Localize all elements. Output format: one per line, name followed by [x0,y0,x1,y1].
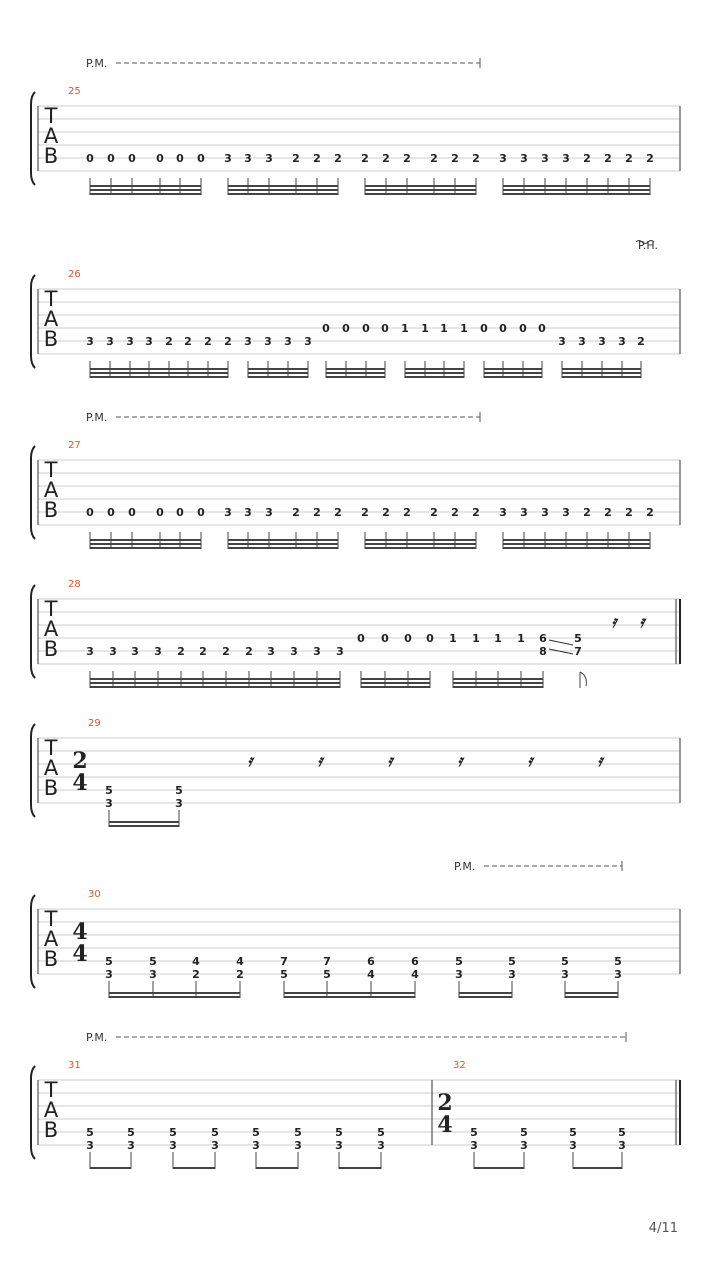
fret-number: 2 [625,152,633,165]
slide-line [549,640,573,645]
system-bracket [31,92,35,185]
fret-number: 3 [558,335,566,348]
fret-number: 2 [292,152,300,165]
note-beam [503,193,650,195]
system-bracket [31,724,35,817]
fret-number: 3 [154,645,162,658]
fret-number: 3 [105,797,113,810]
fret-number: 0 [176,506,184,519]
note-beam [365,185,476,187]
fret-number: 5 [149,955,157,968]
fret-number: 2 [334,506,342,519]
note-beam [256,1167,298,1169]
fret-number: 3 [614,968,622,981]
system-bracket [31,275,35,368]
fret-number: 3 [284,335,292,348]
sixteenth-rest: 𝄿 [611,612,617,631]
fret-number: 3 [265,506,273,519]
fret-number: 5 [470,1126,478,1139]
fret-number: 3 [149,968,157,981]
fret-number: 2 [292,506,300,519]
note-beam [109,821,179,823]
fret-number: 0 [156,152,164,165]
fret-number: 3 [294,1139,302,1152]
note-beam [326,372,385,374]
fret-number: 2 [222,645,230,658]
fret-number: 0 [197,506,205,519]
fret-number: 0 [197,152,205,165]
note-beam [284,996,415,998]
fret-number: 1 [472,632,480,645]
fret-number: 3 [470,1139,478,1152]
fret-number: 2 [236,968,244,981]
fret-number: 1 [401,322,409,335]
fret-number: 0 [362,322,370,335]
fret-number: 3 [562,152,570,165]
measure-number: 25 [68,86,81,97]
note-beam [503,185,650,187]
fret-number: 4 [192,955,200,968]
fret-number: 2 [451,506,459,519]
measure-number: 28 [68,579,81,590]
fret-number: 1 [460,322,468,335]
fret-number: 5 [520,1126,528,1139]
palm-mute-label: P.M. [86,411,108,424]
fret-number: 2 [646,506,654,519]
note-beam [90,189,201,191]
note-beam [90,678,340,680]
fret-number: 5 [618,1126,626,1139]
note-beam [365,547,476,549]
fret-number: 3 [106,335,114,348]
fret-number: 5 [614,955,622,968]
fret-number: 0 [426,632,434,645]
note-beam [361,678,430,680]
fret-number: 0 [107,152,115,165]
tab-clef-letter: A [43,124,59,148]
fret-number: 3 [508,968,516,981]
fret-number: 3 [265,152,273,165]
fret-number: 2 [199,645,207,658]
fret-number: 5 [569,1126,577,1139]
fret-number: 3 [455,968,463,981]
note-beam [484,368,542,370]
measure-number: 26 [68,269,81,280]
fret-number: 3 [86,335,94,348]
tab-clef-letter: T [44,736,58,760]
note-beam [339,1167,381,1169]
fret-number: 2 [604,152,612,165]
note-beam [228,547,338,549]
tab-clef-letter: A [43,756,59,780]
fret-number: 2 [192,968,200,981]
note-beam [459,992,512,994]
fret-number: 3 [169,1139,177,1152]
fret-number: 2 [583,152,591,165]
tab-clef-letter: B [43,947,59,971]
fret-number: 3 [336,645,344,658]
fret-number: 3 [145,335,153,348]
note-beam [90,1167,131,1169]
fret-number: 3 [520,506,528,519]
fret-number: 5 [86,1126,94,1139]
note-beam [405,376,464,378]
system-bracket [31,895,35,988]
fret-number: 2 [646,152,654,165]
fret-number: 3 [499,506,507,519]
fret-number: 5 [508,955,516,968]
fret-number: 5 [455,955,463,968]
fret-number: 3 [520,152,528,165]
fret-number: 3 [561,968,569,981]
fret-number: 3 [267,645,275,658]
note-beam [484,376,542,378]
fret-number: 3 [127,1139,135,1152]
fret-number: 0 [404,632,412,645]
sixteenth-rest: 𝄿 [457,751,463,770]
tab-clef-letter: T [44,287,58,311]
fret-number: 3 [618,335,626,348]
fret-number: 3 [86,1139,94,1152]
sixteenth-rest: 𝄿 [317,751,323,770]
note-beam [503,543,650,545]
fret-number: 4 [236,955,244,968]
fret-number: 6 [411,955,419,968]
fret-number: 2 [165,335,173,348]
fret-number: 3 [244,152,252,165]
fret-number: 0 [322,322,330,335]
fret-number: 2 [361,506,369,519]
fret-number: 5 [377,1126,385,1139]
time-signature-bottom: 4 [72,770,88,796]
sixteenth-rest: 𝄿 [639,612,645,631]
note-beam [503,189,650,191]
tab-clef-letter: B [43,776,59,800]
fret-number: 2 [224,335,232,348]
note-beam [365,539,476,541]
note-beam [326,368,385,370]
fret-number: 5 [105,955,113,968]
system-bracket [31,1066,35,1159]
fret-number: 3 [618,1139,626,1152]
fret-number: 3 [578,335,586,348]
note-beam [284,992,415,994]
fret-number: 3 [569,1139,577,1152]
fret-number: 3 [304,335,312,348]
tab-clef-letter: T [44,597,58,621]
fret-number: 3 [109,645,117,658]
note-beam [565,992,618,994]
time-signature-top: 2 [72,748,88,774]
fret-number: 3 [211,1139,219,1152]
sixteenth-rest: 𝄿 [247,751,253,770]
fret-number: 2 [184,335,192,348]
fret-number: 7 [280,955,288,968]
tab-clef-letter: A [43,927,59,951]
fret-number: 2 [204,335,212,348]
fret-number: 5 [127,1126,135,1139]
note-beam [453,686,543,688]
fret-number: 0 [381,322,389,335]
fret-number: 0 [499,322,507,335]
note-beam [90,543,201,545]
fret-number: 5 [211,1126,219,1139]
fret-number: 2 [604,506,612,519]
note-beam [453,678,543,680]
note-beam [109,996,240,998]
fret-number: 1 [440,322,448,335]
time-signature-top: 4 [72,919,88,945]
palm-mute-label: P.M. [86,57,108,70]
fret-number: 0 [107,506,115,519]
fret-number: 0 [86,152,94,165]
palm-mute-label: P.M. [86,1031,108,1044]
note-beam [228,189,338,191]
sixteenth-rest: 𝄿 [527,751,533,770]
note-beam [228,185,338,187]
note-beam [405,368,464,370]
fret-number: 7 [323,955,331,968]
note-beam [361,686,430,688]
note-beam [90,539,201,541]
fret-number: 3 [224,152,232,165]
note-beam [503,547,650,549]
note-beam [474,1167,524,1169]
sixteenth-rest: 𝄿 [597,751,603,770]
fret-number: 5 [574,632,582,645]
fret-number: 2 [583,506,591,519]
fret-number: 0 [176,152,184,165]
system-bracket [31,446,35,539]
note-beam [459,996,512,998]
fret-number: 2 [451,152,459,165]
note-beam [365,189,476,191]
fret-number: 3 [86,645,94,658]
note-beam [365,193,476,195]
fret-number: 2 [625,506,633,519]
fret-number: 3 [313,645,321,658]
fret-number: 0 [381,632,389,645]
fret-number: 3 [126,335,134,348]
fret-number: 2 [403,152,411,165]
fret-number: 0 [128,152,136,165]
measure-number: 27 [68,440,81,451]
note-beam [228,539,338,541]
fret-number: 2 [313,152,321,165]
measure-number: 29 [88,718,101,729]
note-beam [173,1167,215,1169]
fret-number: 2 [637,335,645,348]
sixteenth-rest: 𝄿 [387,751,393,770]
note-beam [562,376,641,378]
time-signature-top: 2 [437,1090,453,1116]
fret-number: 2 [430,152,438,165]
note-beam [90,686,340,688]
fret-number: 2 [245,645,253,658]
tab-clef-letter: A [43,307,59,331]
time-signature-bottom: 4 [437,1112,453,1138]
tab-clef-letter: B [43,327,59,351]
fret-number: 6 [367,955,375,968]
fret-number: 4 [411,968,419,981]
fret-number: 2 [430,506,438,519]
fret-number: 4 [367,968,375,981]
note-beam [90,682,340,684]
fret-number: 5 [169,1126,177,1139]
note-beam [503,539,650,541]
note-beam [248,376,308,378]
measure-number: 31 [68,1060,81,1071]
note-beam [365,543,476,545]
fret-number: 0 [128,506,136,519]
fret-number: 3 [598,335,606,348]
note-beam [90,372,228,374]
fret-number: 2 [472,152,480,165]
note-beam [248,368,308,370]
note-beam [453,682,543,684]
note-beam [562,368,641,370]
fret-number: 3 [131,645,139,658]
tab-clef-letter: B [43,637,59,661]
fret-number: 0 [538,322,546,335]
measure-number: 32 [453,1060,466,1071]
fret-number: 2 [177,645,185,658]
fret-number: 3 [224,506,232,519]
fret-number: 0 [519,322,527,335]
fret-number: 1 [494,632,502,645]
fret-number: 3 [290,645,298,658]
fret-number: 2 [403,506,411,519]
palm-mute-label: P.M. [454,860,476,873]
fret-number: 0 [480,322,488,335]
fret-number: 3 [335,1139,343,1152]
tab-clef-letter: A [43,617,59,641]
fret-number: 0 [357,632,365,645]
fret-number: 3 [105,968,113,981]
fret-number: 1 [449,632,457,645]
note-beam [326,376,385,378]
note-beam [90,185,201,187]
note-beam [361,682,430,684]
fret-number: 3 [252,1139,260,1152]
time-signature-bottom: 4 [72,941,88,967]
note-beam [562,372,641,374]
fret-number: 2 [313,506,321,519]
tab-clef-letter: T [44,1078,58,1102]
fret-number: 5 [175,784,183,797]
tab-clef-letter: B [43,144,59,168]
tab-clef-letter: A [43,478,59,502]
fret-number: 2 [382,506,390,519]
fret-number: 5 [280,968,288,981]
note-beam [90,193,201,195]
fret-number: 3 [541,506,549,519]
tab-clef-letter: T [44,458,58,482]
note-beam [228,543,338,545]
fret-number: 3 [520,1139,528,1152]
fret-number: 3 [244,506,252,519]
note-beam [405,372,464,374]
note-beam [228,193,338,195]
note-flag [580,672,586,688]
fret-number: 3 [264,335,272,348]
tab-clef-letter: T [44,104,58,128]
fret-number: 3 [377,1139,385,1152]
fret-number: 5 [252,1126,260,1139]
fret-number: 5 [323,968,331,981]
fret-number: 7 [574,645,582,658]
page-number: 4/11 [648,1221,678,1236]
note-beam [248,372,308,374]
fret-number: 2 [334,152,342,165]
fret-number: 5 [335,1126,343,1139]
pinch-harmonic-label: P.H. [638,239,658,252]
fret-number: 5 [294,1126,302,1139]
fret-number: 0 [86,506,94,519]
note-beam [109,825,179,827]
fret-number: 0 [156,506,164,519]
fret-number: 5 [561,955,569,968]
fret-number: 3 [499,152,507,165]
fret-number: 3 [175,797,183,810]
tab-clef-letter: T [44,907,58,931]
fret-number: 3 [562,506,570,519]
fret-number: 1 [517,632,525,645]
note-beam [573,1167,622,1169]
fret-number: 0 [342,322,350,335]
fret-number: 8 [539,645,547,658]
note-beam [565,996,618,998]
system-bracket [31,585,35,678]
fret-number: 5 [105,784,113,797]
tab-clef-letter: B [43,498,59,522]
fret-number: 2 [382,152,390,165]
fret-number: 3 [541,152,549,165]
fret-number: 6 [539,632,547,645]
note-beam [109,992,240,994]
tab-clef-letter: B [43,1118,59,1142]
note-beam [484,372,542,374]
note-beam [90,376,228,378]
fret-number: 2 [472,506,480,519]
measure-number: 30 [88,889,101,900]
note-beam [90,368,228,370]
fret-number: 3 [244,335,252,348]
fret-number: 1 [421,322,429,335]
fret-number: 2 [361,152,369,165]
note-beam [90,547,201,549]
tab-clef-letter: A [43,1098,59,1122]
